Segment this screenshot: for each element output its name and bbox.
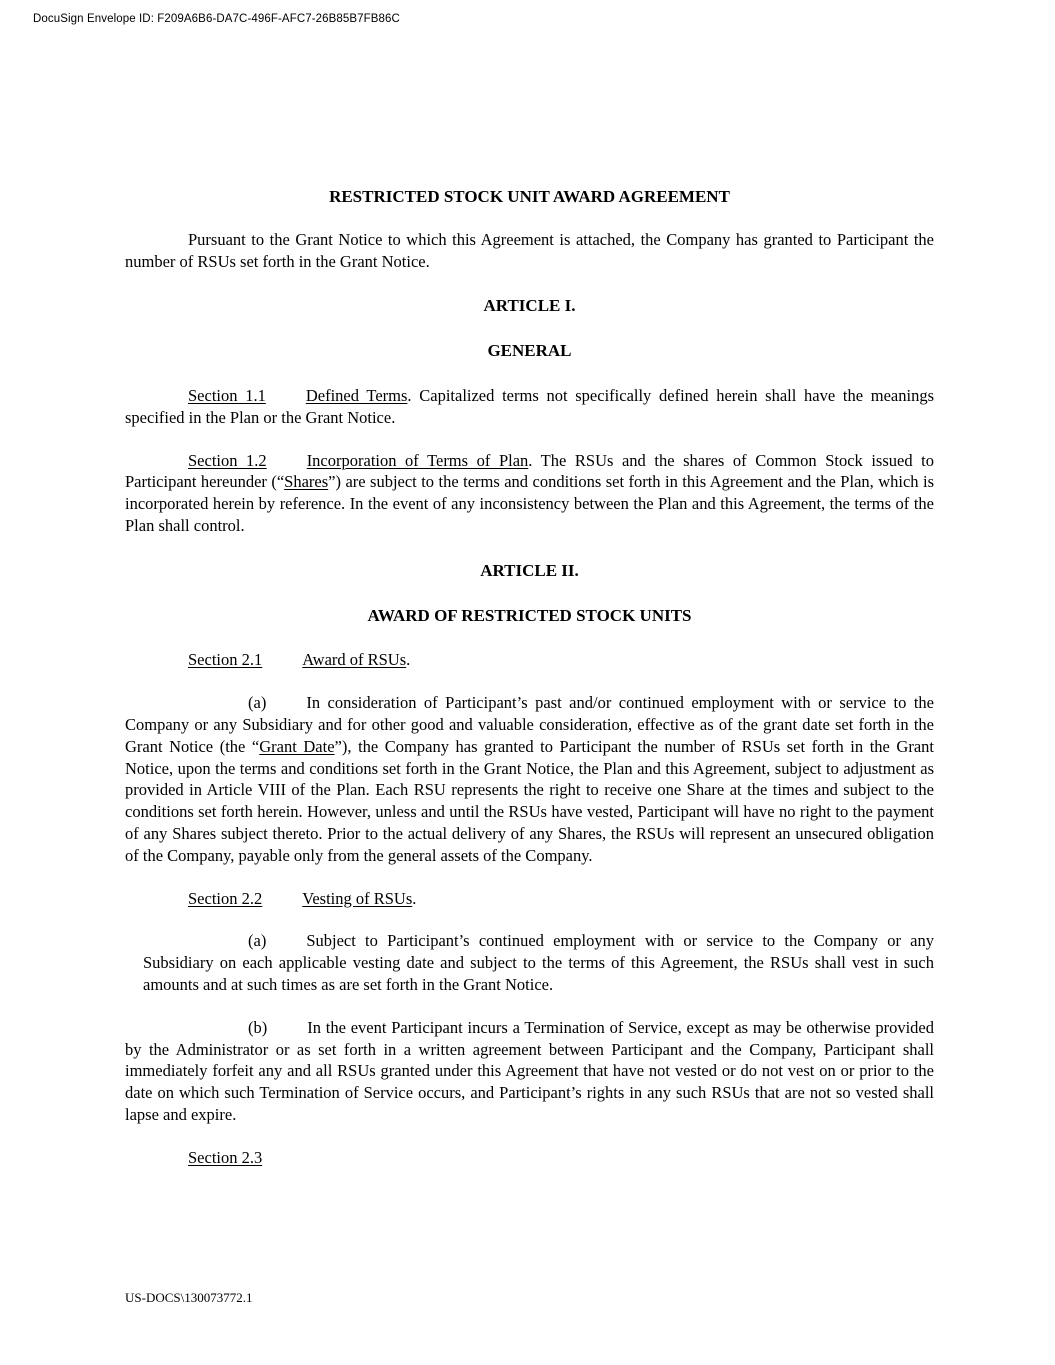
text-run: (a) [248, 931, 267, 951]
text-run: . [406, 650, 411, 670]
text-run: . Capitalized terms not specifically defined herein shall have the meanings specified in the Plan or the Grant Notice. [125, 385, 934, 427]
paragraph [125, 649, 934, 671]
text-run: ”) are subject to the terms and conditions set forth in this Agreement and the Plan, which is incorporated herein by reference. In the event of any inconsistency between the Plan and this Agreement, the terms of the Plan shall control. [125, 472, 934, 535]
underlined-text: Shares [284, 472, 329, 492]
underlined-text: Section 2.1 [188, 650, 263, 670]
text-run: In consideration of Participant’s past and/or continued employment with or service to the Company or any Subsidiary and for other good and valuable consideration, effective as of the grant date set forth in the Grant Notice (the “ [125, 693, 934, 756]
document-content [125, 186, 934, 1190]
docusign-envelope-id: DocuSign Envelope ID: F209A6B6-DA7C-496F-AFC7-26B85B7FB86C [33, 13, 400, 25]
underlined-text: Section 1.2 [188, 450, 267, 470]
text-run: In the event Participant incurs a Termination of Service, except as may be otherwise provided by the Administrator or as set forth in a written agreement between Participant and the Company, Participant shall immediately forfeit any and all RSUs granted under this Agreement that have not vested or do not vest on or prior to the date on which such Termination of Service occurs, and Participant’s rights in any such RSUs that are not so vested shall lapse and expire. [125, 1017, 934, 1124]
paragraph [125, 1147, 934, 1169]
document-title: RESTRICTED STOCK UNIT AWARD AGREEMENT [329, 187, 730, 206]
text-run: . The RSUs and the shares of Common Stock issued to Participant hereunder (“ [125, 450, 934, 492]
section-heading: GENERAL [487, 341, 572, 361]
text-run: . [412, 888, 417, 908]
underlined-text: Section 1.1 [188, 385, 266, 405]
underlined-text: Section 2.2 [188, 888, 263, 908]
paragraph [125, 888, 934, 910]
text-run: Subject to Participant’s continued employment with or service to the Company or any Subsidiary on each applicable vesting date and subject to the terms of this Agreement, the RSUs shall vest in such amounts and at such times as are set forth in the Grant Notice. [143, 931, 934, 994]
paragraph [125, 450, 934, 537]
section-heading: ARTICLE II. [480, 560, 579, 580]
text-run: ”), the Company has granted to Participant the number of RSUs set forth in the Grant Notice, upon the terms and conditions set forth in the Grant Notice, the Plan and this Agreement, subject to adjustment as provided in Article VIII of the Plan. Each RSU represents the right to receive one Share at the times and subject to the conditions set forth herein. However, unless and until the RSUs have vested, Participant will have no right to the payment of any Shares subject thereto. Prior to the actual delivery of any Shares, the RSUs will represent an unsecured obligation of the Company, payable only from the general assets of the Company. [125, 736, 934, 865]
document-body [125, 229, 934, 1169]
paragraph [125, 692, 934, 866]
underlined-text: Section 2.3 [188, 1147, 263, 1167]
underlined-text: Vesting of RSUs [302, 888, 413, 908]
underlined-text: Award of RSUs [302, 650, 407, 670]
document-reference: US-DOCS\130073772.1 [125, 1290, 253, 1305]
section-heading: AWARD OF RESTRICTED STOCK UNITS [367, 605, 692, 625]
text-run: (b) [248, 1017, 268, 1037]
underlined-text: Incorporation of Terms of Plan [306, 450, 529, 470]
text-run: (a) [248, 693, 267, 713]
underlined-text: Grant Date [259, 736, 335, 756]
section-heading: ARTICLE I. [483, 296, 576, 316]
paragraph [125, 1017, 934, 1126]
text-run: Pursuant to the Grant Notice to which this Agreement is attached, the Company has granted to Participant the number of RSUs set forth in the Grant Notice. [125, 229, 934, 271]
paragraph [143, 930, 934, 995]
underlined-text: Defined Terms [305, 385, 408, 405]
paragraph [125, 385, 934, 429]
paragraph [125, 229, 934, 273]
